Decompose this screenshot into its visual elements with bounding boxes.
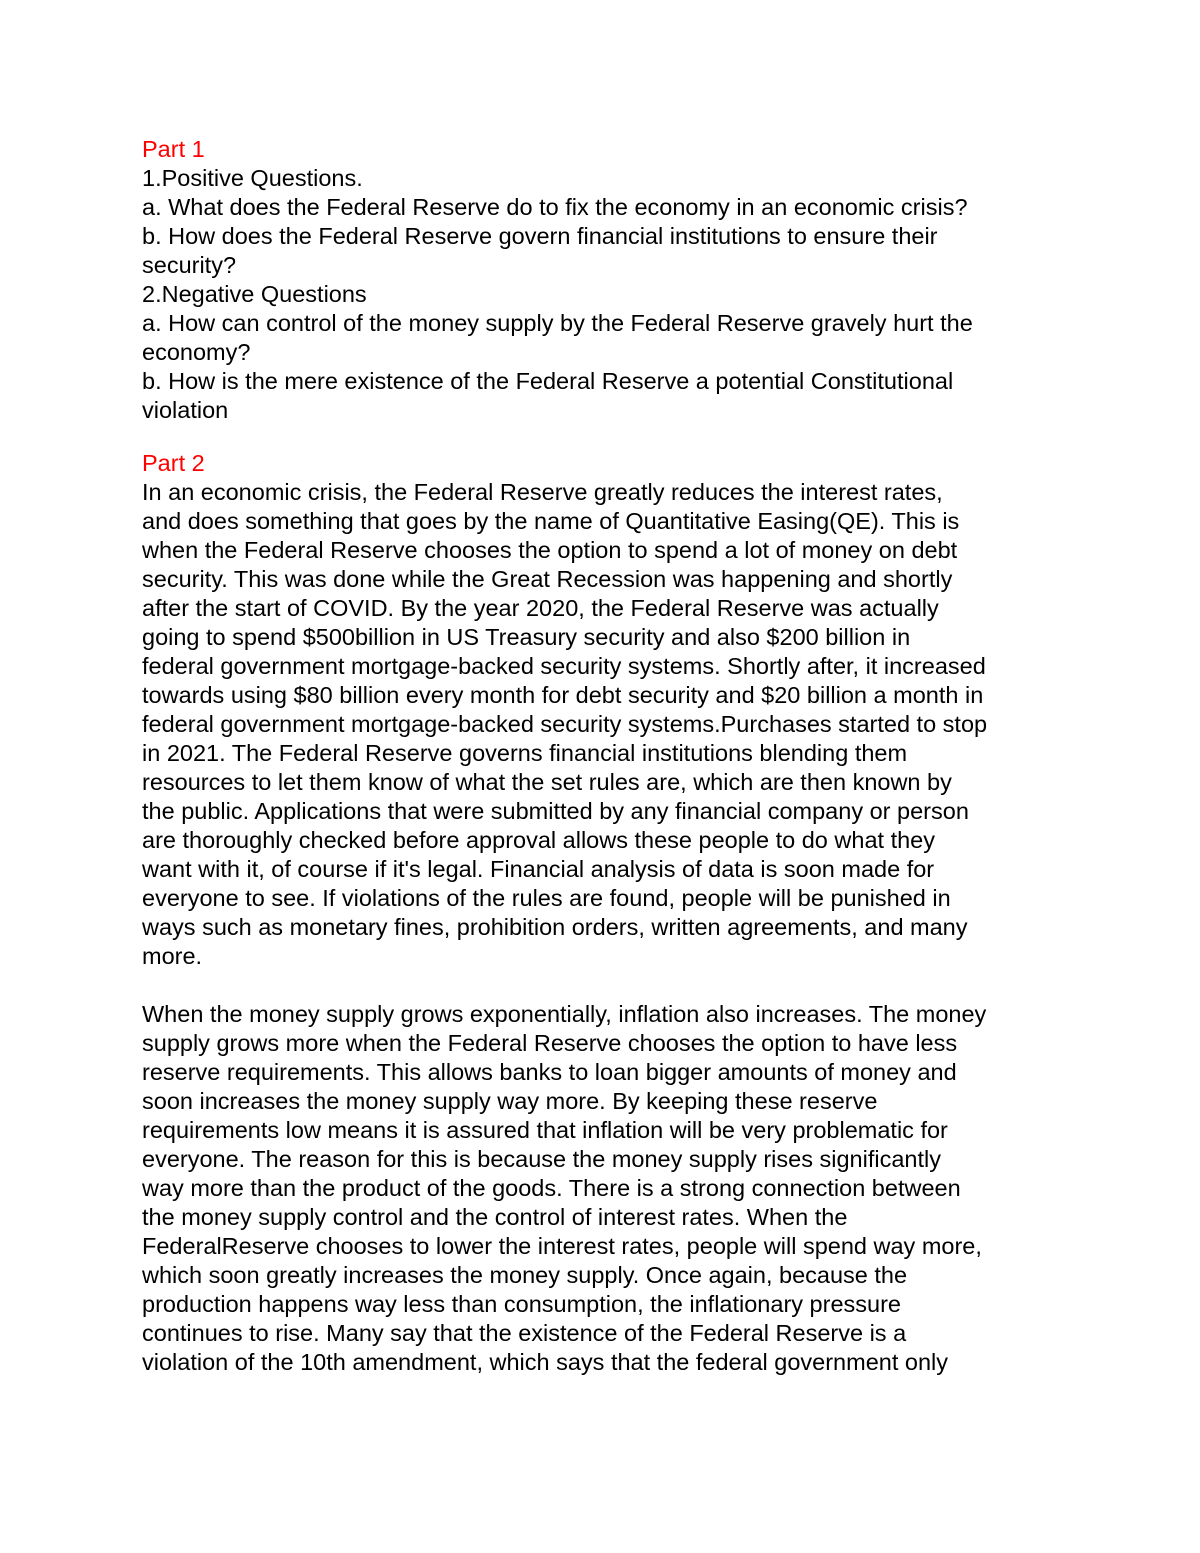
paragraph-line: more. [142,943,203,969]
paragraph-line: in 2021. The Federal Reserve governs financial institutions blending them [142,740,908,766]
part2-paragraph-2 [142,1000,1082,1377]
paragraph-line: want with it, of course if it's legal. Financial analysis of data is soon made for [142,856,935,882]
paragraph-line: requirements low means it is assured that inflation will be very problematic for [142,1117,948,1143]
paragraph-line: supply grows more when the Federal Reserve chooses the option to have less [142,1030,958,1056]
part1-line: 1.Positive Questions. [142,165,363,191]
part1-heading: Part 1 [142,136,205,162]
paragraph-line: everyone to see. If violations of the rules are found, people will be punished in [142,885,951,911]
part1-line: a. What does the Federal Reserve do to fix the economy in an economic crisis? [142,194,968,220]
paragraph-line: going to spend $500billion in US Treasury security and also $200 billion in [142,624,911,650]
paragraph-line: the public. Applications that were submitted by any financial company or person [142,798,969,824]
paragraph-line: the money supply control and the control of interest rates. When the [142,1204,848,1230]
part1-line: violation [142,397,229,423]
part1-line: 2.Negative Questions [142,281,367,307]
part2-heading: Part 2 [142,450,205,476]
part1-line: economy? [142,339,251,365]
paragraph-line: FederalReserve chooses to lower the interest rates, people will spend way more, [142,1233,982,1259]
part1-line: b. How is the mere existence of the Federal Reserve a potential Constitutional [142,368,954,394]
paragraph-line: When the money supply grows exponentially, inflation also increases. The money [142,1001,987,1027]
paragraph-line: continues to rise. Many say that the existence of the Federal Reserve is a [142,1320,907,1346]
paragraph-line: In an economic crisis, the Federal Reserve greatly reduces the interest rates, [142,479,943,505]
paragraph-line: resources to let them know of what the set rules are, which are then known by [142,769,952,795]
paragraph-line: federal government mortgage-backed security systems. Shortly after, it increased [142,653,986,679]
paragraph-line: federal government mortgage-backed security systems.Purchases started to stop [142,711,988,737]
paragraph-line: everyone. The reason for this is because the money supply rises significantly [142,1146,941,1172]
paragraph-line: security. This was done while the Great Recession was happening and shortly [142,566,953,592]
paragraph-line: towards using $80 billion every month for debt security and $20 billion a month in [142,682,984,708]
part1-line: a. How can control of the money supply by the Federal Reserve gravely hurt the [142,310,973,336]
paragraph-line: after the start of COVID. By the year 2020, the Federal Reserve was actually [142,595,939,621]
paragraph-line: ways such as monetary fines, prohibition orders, written agreements, and many [142,914,968,940]
paragraph-line: way more than the product of the goods. There is a strong connection between [142,1175,961,1201]
part1-questions [142,164,1082,425]
paragraph-line: reserve requirements. This allows banks to loan bigger amounts of money and [142,1059,957,1085]
paragraph-line: which soon greatly increases the money supply. Once again, because the [142,1262,908,1288]
paragraph-line: when the Federal Reserve chooses the option to spend a lot of money on debt [142,537,958,563]
paragraph-line: soon increases the money supply way more. By keeping these reserve [142,1088,878,1114]
paragraph-line: violation of the 10th amendment, which says that the federal government only [142,1349,948,1375]
paragraph-line: are thoroughly checked before approval allows these people to do what they [142,827,935,853]
part1-line: b. How does the Federal Reserve govern financial institutions to ensure their [142,223,938,249]
paragraph-line: production happens way less than consumption, the inflationary pressure [142,1291,901,1317]
part1-line: security? [142,252,237,278]
section-gap [142,425,1082,449]
paragraph-gap [142,971,1082,1000]
document-page [142,135,1082,1377]
paragraph-line: and does something that goes by the name of Quantitative Easing(QE). This is [142,508,960,534]
part2-paragraph-1 [142,478,1082,971]
